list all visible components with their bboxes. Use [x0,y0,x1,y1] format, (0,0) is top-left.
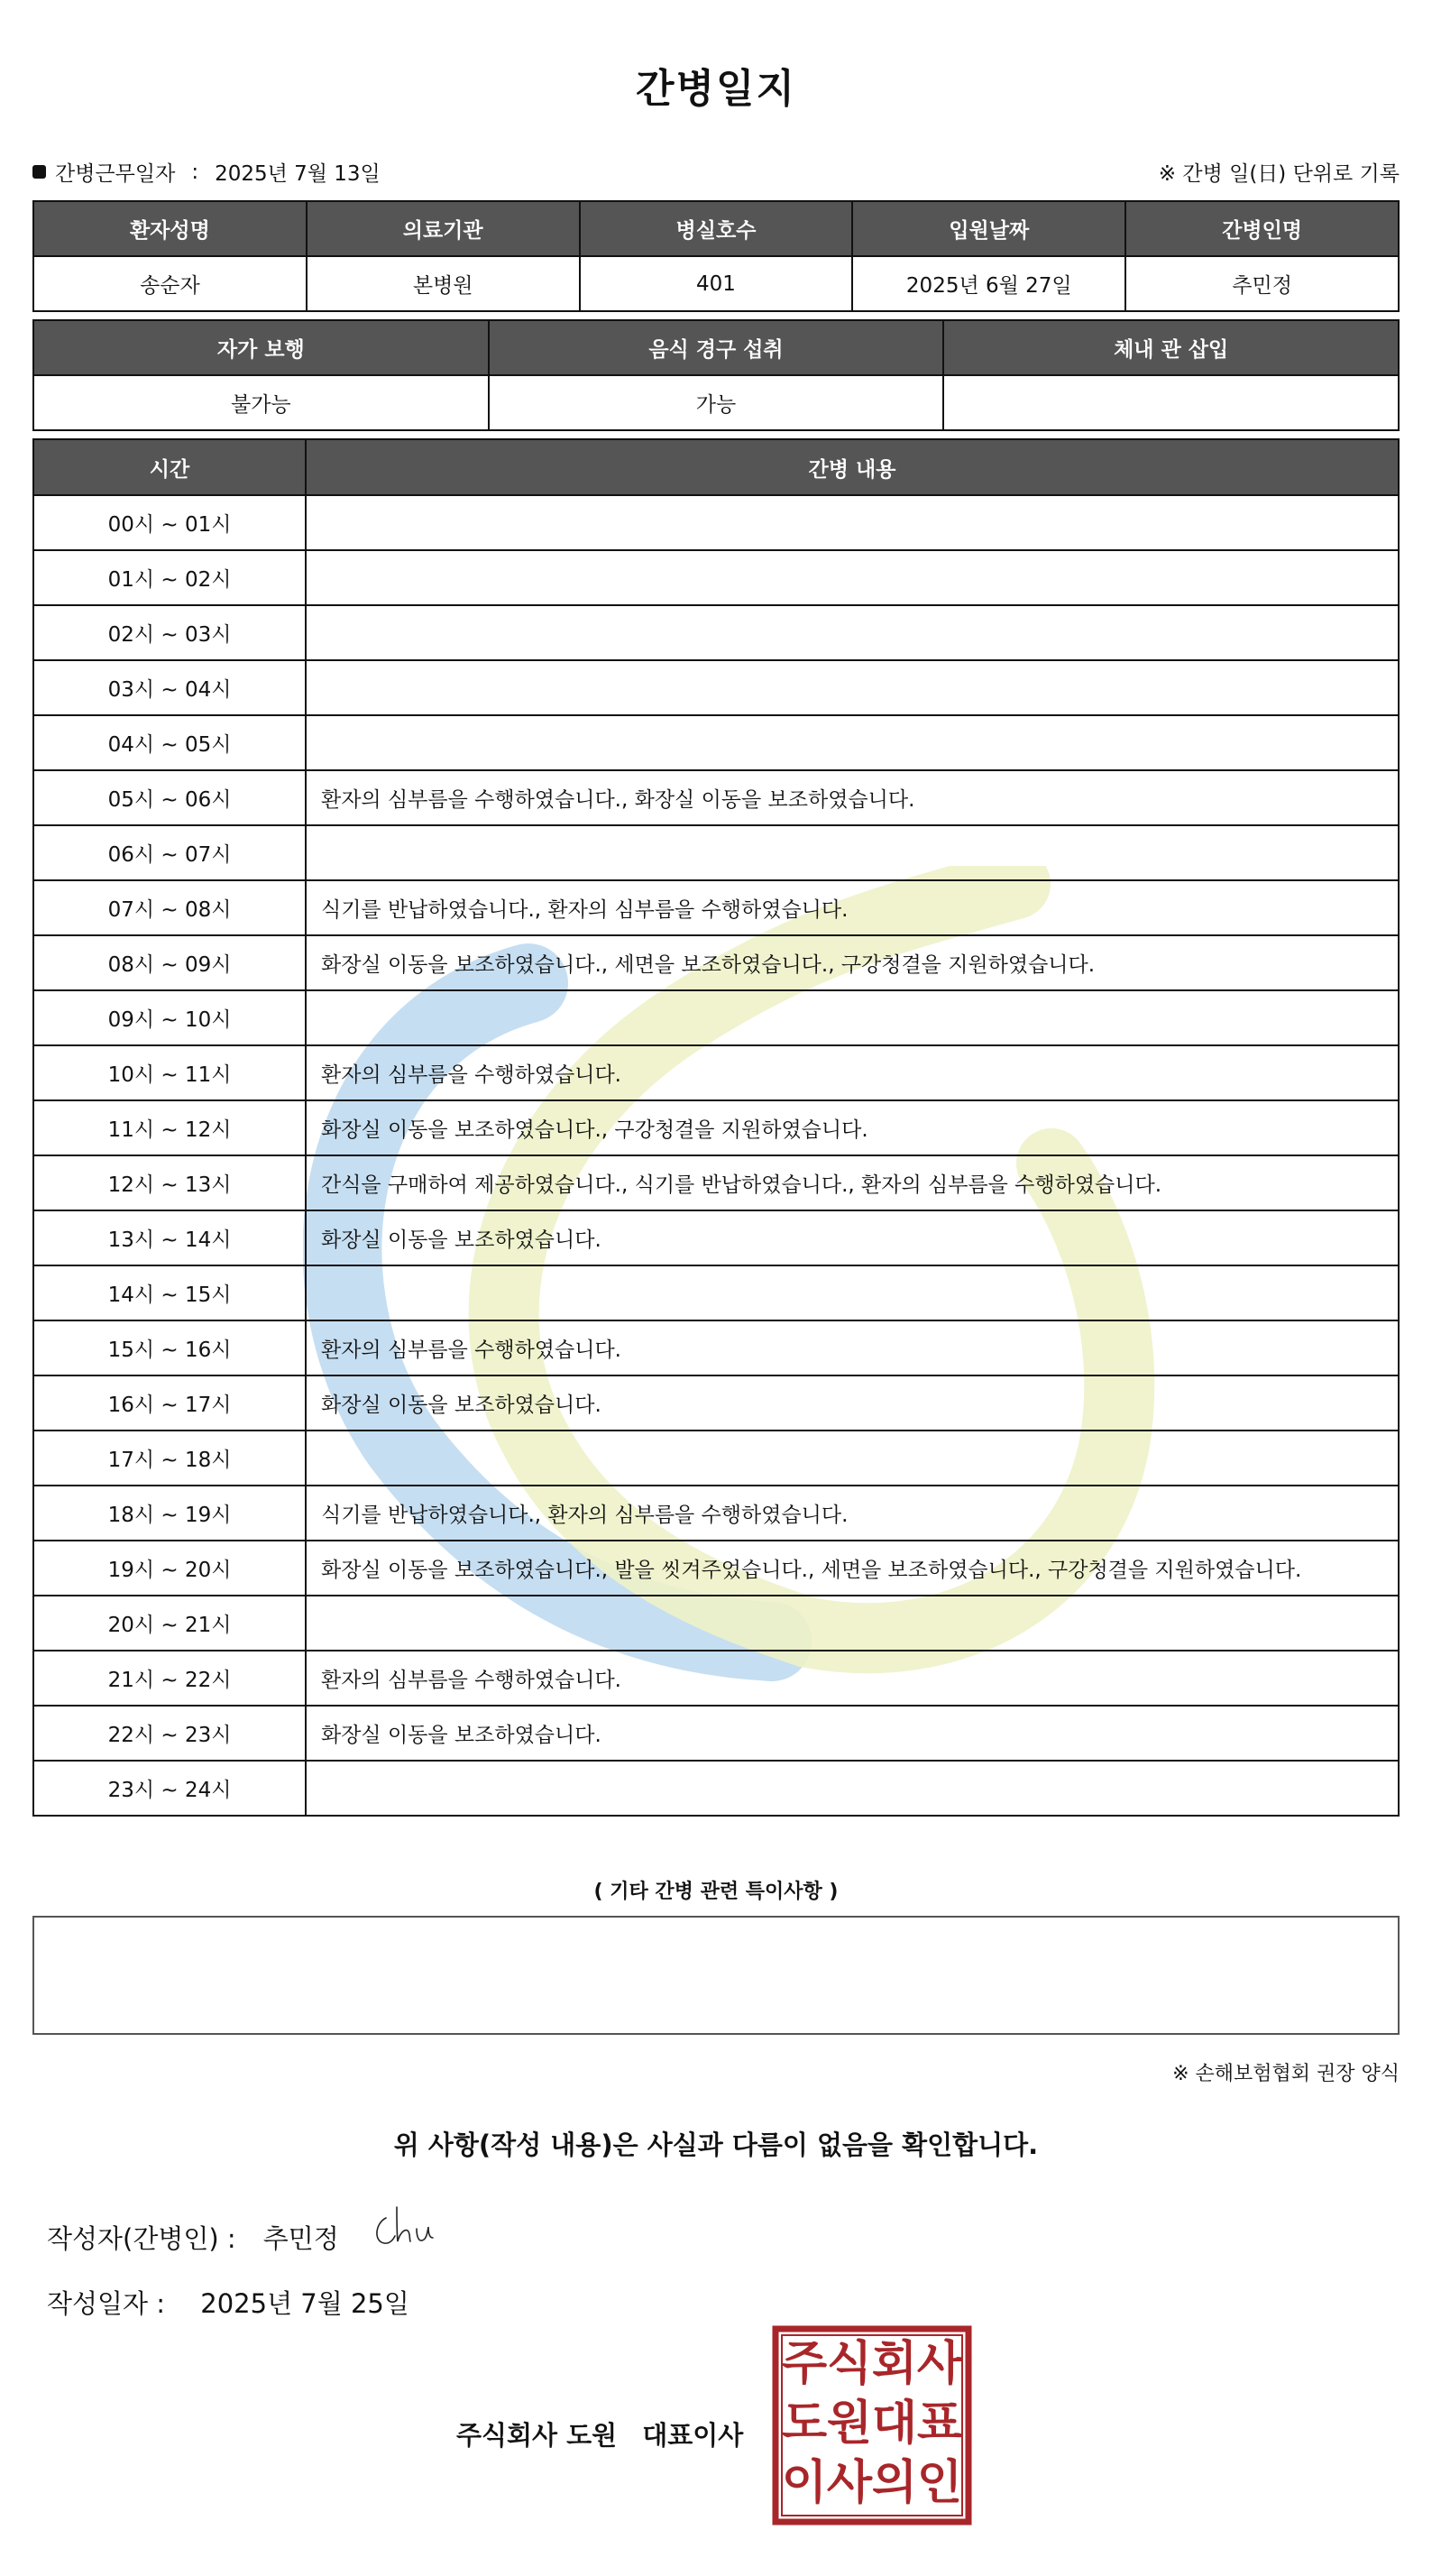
time-slot: 19시 ~ 20시 [33,1541,306,1596]
time-slot: 14시 ~ 15시 [33,1265,306,1320]
care-content [306,1596,1399,1651]
work-date [32,157,381,187]
header-admission-date: 입원날짜 [852,201,1125,256]
time-slot: 11시 ~ 12시 [33,1100,306,1155]
time-slot: 02시 ~ 03시 [33,605,306,660]
table-row [33,1596,1399,1651]
time-slot: 15시 ~ 16시 [33,1320,306,1375]
time-slot: 23시 ~ 24시 [33,1761,306,1816]
care-content: 화장실 이동을 보조하였습니다. [306,1210,1399,1265]
care-content [306,495,1399,550]
care-content: 간식을 구매하여 제공하였습니다., 식기를 반납하였습니다., 환자의 심부름을 수행하였습니다. [306,1155,1399,1210]
time-slot: 13시 ~ 14시 [33,1210,306,1265]
time-slot: 17시 ~ 18시 [33,1431,306,1486]
care-content [306,990,1399,1045]
table-row [33,825,1399,880]
writer-row [47,2219,451,2256]
table-row [33,1706,1399,1761]
writer-signature [370,2202,451,2256]
table-row [33,1100,1399,1155]
time-slot: 08시 ~ 09시 [33,935,306,990]
seal-glyph: 사 [916,2337,963,2391]
table-row [33,550,1399,605]
care-content: 식기를 반납하였습니다., 환자의 심부름을 수행하였습니다. [306,880,1399,935]
self-walking: 불가능 [33,375,489,430]
table-row [33,990,1399,1045]
header-care-content: 간병 내용 [306,439,1399,495]
time-slot: 03시 ~ 04시 [33,660,306,715]
table-row [33,1320,1399,1375]
care-content [306,660,1399,715]
table-row [33,1155,1399,1210]
write-date-label: 작성일자 : [47,2288,166,2319]
notes-box [32,1916,1400,2035]
time-slot: 18시 ~ 19시 [33,1486,306,1541]
seal-glyph: 도 [781,2397,828,2451]
tube-insertion [943,375,1399,430]
oral-intake: 가능 [489,375,944,430]
write-date-row [47,2284,409,2321]
time-slot: 20시 ~ 21시 [33,1596,306,1651]
seal-glyph: 표 [916,2397,963,2451]
seal-glyph: 사 [826,2456,873,2510]
time-slot: 04시 ~ 05시 [33,715,306,770]
recommendation-note: ※ 손해보험협회 권장 양식 [1172,2063,1400,2085]
table-row [33,1265,1399,1320]
table-row [33,770,1399,825]
company-name: 주식회사 도원 [456,2420,618,2451]
meta-row [32,157,1400,189]
writer-name: 추민정 [262,2223,339,2254]
table-row [33,1541,1399,1596]
care-content: 화장실 이동을 보조하였습니다., 발을 씻겨주었습니다., 세면을 보조하였습니다., 구강청결을 지원하였습니다. [306,1541,1399,1596]
care-content [306,715,1399,770]
confirmation-statement: 위 사항(작성 내용)은 사실과 다름이 없음을 확인합니다. [393,2130,1039,2160]
care-content: 환자의 심부름을 수행하였습니다. [306,1651,1399,1706]
header-hospital: 의료기관 [307,201,580,256]
table-row [33,1486,1399,1541]
notes-title: ( 기타 간병 관련 특이사항 ) [593,1881,839,1903]
care-content [306,825,1399,880]
care-content [306,1431,1399,1486]
daily-record-note: ※ 간병 일(日) 단위로 기록 [1158,162,1400,186]
work-date-value: 2025년 7월 13일 [215,162,381,186]
seal-glyph: 식 [826,2337,873,2391]
header-caregiver: 간병인명 [1125,201,1399,256]
work-date-separator: : [191,160,199,184]
time-slot: 01시 ~ 02시 [33,550,306,605]
patient-status-table [32,319,1400,431]
care-log-table [32,438,1400,1817]
table-row [33,880,1399,935]
time-slot: 10시 ~ 11시 [33,1045,306,1100]
writer-label: 작성자(간병인) : [47,2223,236,2254]
table-row [33,1651,1399,1706]
table-row [33,1431,1399,1486]
care-content: 환자의 심부름을 수행하였습니다., 화장실 이동을 보조하였습니다. [306,770,1399,825]
seal-glyph: 회 [871,2337,918,2391]
seal-glyph: 대 [871,2397,918,2451]
seal-glyph: 의 [871,2456,918,2510]
table-row [33,495,1399,550]
table-row [33,660,1399,715]
care-content: 화장실 이동을 보조하였습니다., 구강청결을 지원하였습니다. [306,1100,1399,1155]
square-bullet-icon [32,165,46,179]
care-content [306,1761,1399,1816]
care-content: 화장실 이동을 보조하였습니다. [306,1375,1399,1431]
page-title: 간병일지 [635,66,796,112]
care-content [306,605,1399,660]
time-slot: 09시 ~ 10시 [33,990,306,1045]
care-content: 환자의 심부름을 수행하였습니다. [306,1045,1399,1100]
header-self-walking: 자가 보행 [33,320,489,375]
time-slot: 21시 ~ 22시 [33,1651,306,1706]
header-time: 시간 [33,439,306,495]
care-content [306,1265,1399,1320]
care-content: 환자의 심부름을 수행하였습니다. [306,1320,1399,1375]
work-date-label: 간병근무일자 [55,162,176,186]
header-tube-insertion: 체내 관 삽입 [943,320,1399,375]
seal-glyph: 원 [826,2397,873,2451]
company-role: 대표이사 [642,2420,744,2451]
seal-glyph: 인 [916,2456,963,2510]
table-row [33,715,1399,770]
time-slot: 22시 ~ 23시 [33,1706,306,1761]
time-slot: 00시 ~ 01시 [33,495,306,550]
admission-date: 2025년 6월 27일 [852,256,1125,311]
table-row [33,1045,1399,1100]
room-number: 401 [580,256,853,311]
write-date-value: 2025년 7월 25일 [200,2288,409,2319]
care-content: 식기를 반납하였습니다., 환자의 심부름을 수행하였습니다. [306,1486,1399,1541]
table-row [33,1210,1399,1265]
seal-glyph: 이 [781,2456,828,2510]
caregiver-name: 추민정 [1125,256,1399,311]
patient-name: 송순자 [33,256,307,311]
table-row [33,605,1399,660]
care-content [306,550,1399,605]
table-row [33,1761,1399,1816]
header-patient-name: 환자성명 [33,201,307,256]
header-oral-intake: 음식 경구 섭취 [489,320,944,375]
time-slot: 05시 ~ 06시 [33,770,306,825]
patient-info-table [32,200,1400,312]
header-room: 병실호수 [580,201,853,256]
hospital: 본병원 [307,256,580,311]
care-content: 화장실 이동을 보조하였습니다. [306,1706,1399,1761]
table-row [33,935,1399,990]
table-row [33,1375,1399,1431]
time-slot: 06시 ~ 07시 [33,825,306,880]
time-slot: 07시 ~ 08시 [33,880,306,935]
seal-glyph: 주 [781,2337,828,2391]
care-log-page [32,0,1400,2576]
time-slot: 16시 ~ 17시 [33,1375,306,1431]
company-line [456,2415,743,2452]
company-seal [772,2325,972,2525]
care-content: 화장실 이동을 보조하였습니다., 세면을 보조하였습니다., 구강청결을 지원하였습니다. [306,935,1399,990]
time-slot: 12시 ~ 13시 [33,1155,306,1210]
